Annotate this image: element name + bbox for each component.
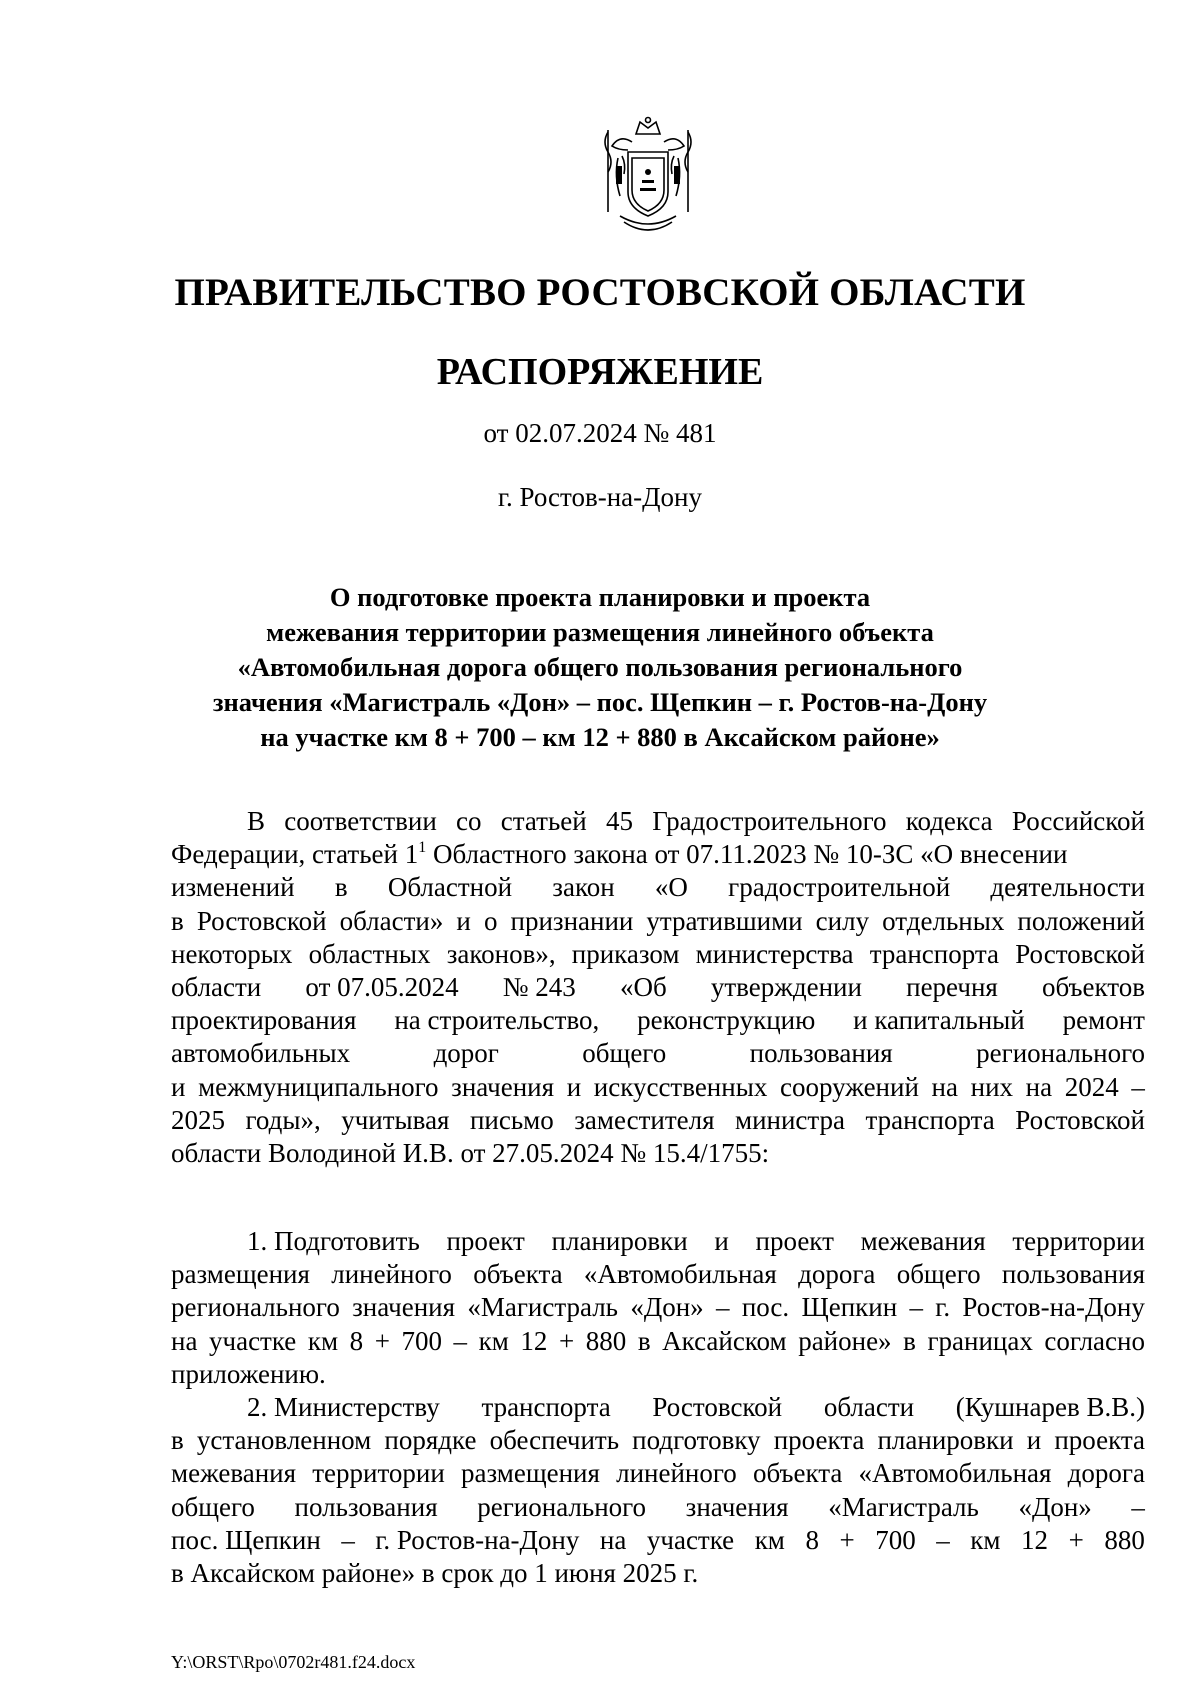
- word: 8: [349, 1325, 364, 1356]
- word: пос. Щепкин: [171, 1524, 321, 1555]
- item-1-line: приложению.: [171, 1358, 326, 1389]
- word: на: [1025, 1071, 1053, 1102]
- subject-line: значения «Магистраль «Дон» – пос. Щепкин – г. Ростов-на-Дону: [212, 687, 988, 717]
- word: –: [341, 1524, 355, 1555]
- word: реконструкцию: [637, 1005, 816, 1036]
- word: межевания: [171, 1458, 297, 1489]
- word: в: [171, 905, 184, 936]
- word: общего: [896, 1259, 981, 1290]
- word: 880: [1104, 1524, 1145, 1555]
- word: в: [637, 1325, 651, 1356]
- subject-line: межевания территории размещения линейного объекта: [266, 617, 934, 647]
- word: законов»,: [446, 938, 556, 969]
- word: –: [936, 1524, 950, 1555]
- word: и: [456, 905, 471, 936]
- word: регионального: [976, 1038, 1145, 1069]
- word: и: [566, 1071, 582, 1102]
- word: министра: [734, 1104, 846, 1135]
- word: от 07.05.2024: [305, 972, 459, 1003]
- text-line: [171, 905, 1145, 938]
- text-line: [171, 805, 1145, 838]
- word: Аксайском: [662, 1325, 787, 1356]
- text-fragment: Областного закона от 07.11.2023 № 10-ЗС «О внесении: [426, 839, 1068, 870]
- word: –: [716, 1292, 730, 1323]
- text-fragment: Федерации, статьей 1: [171, 839, 419, 870]
- word: «Автомобильная: [583, 1259, 777, 1290]
- word: области: [171, 972, 262, 1003]
- word: 880: [585, 1325, 627, 1356]
- word: Ростов-на-Дону: [962, 1292, 1145, 1323]
- subject-line: «Автомобильная дорога общего пользования регионального: [237, 652, 963, 682]
- text-line: [171, 838, 1145, 871]
- word: 700: [875, 1524, 916, 1555]
- word: проект: [755, 1226, 834, 1256]
- city: г. Ростов-на-Дону: [497, 482, 702, 512]
- word: в: [334, 872, 348, 903]
- word: 8: [805, 1524, 819, 1555]
- word: регионального: [477, 1491, 647, 1522]
- word: районе»: [798, 1325, 892, 1356]
- word: значения: [451, 1071, 555, 1102]
- word: установленном: [196, 1425, 372, 1456]
- word: утверждении: [710, 972, 862, 1003]
- word: на: [171, 1325, 198, 1356]
- word: «Магистраль: [828, 1491, 979, 1522]
- word: автомобильных: [171, 1038, 351, 1069]
- word: регионального: [171, 1292, 340, 1323]
- word: со: [456, 806, 482, 836]
- word: на: [931, 1071, 958, 1102]
- word: планировки: [877, 1425, 1014, 1456]
- word: 700: [401, 1325, 442, 1356]
- word: согласно: [1044, 1325, 1145, 1356]
- word: силу: [815, 905, 870, 936]
- word: и капитальный: [853, 1005, 1025, 1036]
- word: территории: [312, 1458, 445, 1489]
- word: сооружений: [780, 1071, 919, 1102]
- word: «О: [654, 872, 688, 903]
- word: В: [247, 806, 266, 836]
- word: проекта: [773, 1425, 865, 1456]
- word: общего: [582, 1038, 667, 1069]
- text-line: [171, 871, 1145, 904]
- word: 12: [1021, 1524, 1049, 1555]
- word: «Дон»: [1018, 1491, 1092, 1522]
- word: объекта: [752, 1458, 843, 1489]
- word: 2. Министерству: [247, 1392, 440, 1423]
- word: (Кушнарев В.В.): [955, 1392, 1145, 1423]
- authority-title: ПРАВИТЕЛЬСТВО РОСТОВСКОЙ ОБЛАСТИ: [174, 271, 1026, 314]
- word: –: [909, 1292, 923, 1323]
- word: и: [1026, 1425, 1042, 1456]
- word: искусственных: [593, 1071, 768, 1102]
- word: значения: [352, 1292, 456, 1323]
- word: пользования: [1001, 1259, 1145, 1290]
- word: –: [1131, 1491, 1145, 1522]
- item-2-line: [171, 1491, 1145, 1524]
- word: отдельных: [882, 905, 1005, 936]
- text-line: [171, 1004, 1145, 1037]
- word: соответствии: [284, 806, 437, 836]
- text-line: области Володиной И.В. от 27.05.2024 № 15.4/1755:: [171, 1138, 770, 1169]
- word: значения: [685, 1491, 789, 1522]
- word: приказом: [571, 938, 680, 969]
- text-line: [171, 938, 1145, 971]
- word: участке: [646, 1524, 735, 1555]
- word: проектирования: [171, 1005, 357, 1036]
- word: дорога: [1067, 1458, 1145, 1489]
- word: дорога: [798, 1259, 876, 1290]
- word: признании: [510, 905, 634, 936]
- document-subject: [180, 580, 1020, 755]
- word: годы»,: [245, 1104, 321, 1135]
- word: межевания: [860, 1226, 986, 1256]
- word: планировки: [551, 1226, 688, 1256]
- word: границах: [927, 1325, 1033, 1356]
- word: деятельности: [990, 872, 1145, 903]
- word: территории: [1012, 1226, 1145, 1256]
- word: км: [970, 1524, 1001, 1555]
- word: пользования: [749, 1038, 893, 1069]
- word: –: [453, 1325, 468, 1356]
- word: Российской: [1011, 806, 1145, 836]
- word: порядке: [384, 1425, 477, 1456]
- word: г.: [935, 1292, 951, 1323]
- word: некоторых: [171, 938, 293, 969]
- rostov-oblast-coat-of-arms-icon: [598, 112, 698, 242]
- word: +: [1068, 1524, 1084, 1555]
- word: изменений: [171, 872, 295, 903]
- word: общего: [171, 1491, 255, 1522]
- word: областных: [308, 938, 431, 969]
- date-and-number: от 02.07.2024 № 481: [483, 418, 717, 448]
- word: учитывая: [341, 1104, 450, 1135]
- word: области: [823, 1392, 915, 1423]
- word: объектов: [1041, 972, 1145, 1003]
- word: Щепкин: [801, 1292, 898, 1323]
- item-2-line: [171, 1391, 1145, 1424]
- word: положений: [1017, 905, 1145, 936]
- word: на: [599, 1524, 627, 1555]
- item-1-line: [171, 1225, 1145, 1258]
- word: в: [903, 1325, 916, 1356]
- word: в: [171, 1425, 184, 1456]
- word: области»: [339, 905, 444, 936]
- word: 45: [605, 806, 633, 836]
- word: участке: [209, 1325, 297, 1356]
- word: № 243: [502, 972, 576, 1003]
- text-line: [171, 1071, 1145, 1104]
- word: км: [478, 1325, 509, 1356]
- word: «Магистраль: [467, 1292, 618, 1323]
- word: +: [374, 1325, 390, 1356]
- word: 2024: [1064, 1071, 1119, 1102]
- word: «Автомобильная: [858, 1458, 1052, 1489]
- word: пос.: [741, 1292, 790, 1323]
- item-1-line: [171, 1325, 1145, 1358]
- word: обеспечить: [489, 1425, 620, 1456]
- word: «Об: [619, 972, 667, 1003]
- word: 12: [520, 1325, 548, 1356]
- word: закон: [552, 872, 615, 903]
- text-line: [171, 1104, 1145, 1137]
- word: Ростовской: [196, 905, 327, 936]
- word: км: [307, 1325, 339, 1356]
- word: дорог: [433, 1038, 499, 1069]
- word: +: [558, 1325, 575, 1356]
- document-type: РАСПОРЯЖЕНИЕ: [436, 351, 764, 393]
- word: проект: [446, 1226, 525, 1256]
- word: Ростовской: [1015, 938, 1145, 969]
- word: линейного: [331, 1259, 452, 1290]
- word: Градостроительного: [652, 806, 887, 836]
- text-line: [171, 1037, 1145, 1070]
- item-1-line: [171, 1291, 1145, 1324]
- word: транспорта: [865, 1104, 995, 1135]
- word: «Дон»: [630, 1292, 704, 1323]
- word: межмуниципального: [198, 1071, 439, 1102]
- preamble-paragraph: [171, 805, 1145, 1170]
- word: о: [483, 905, 498, 936]
- resolution-items: [171, 1225, 1145, 1590]
- word: объекта: [473, 1259, 563, 1290]
- superscript: 1: [418, 839, 427, 857]
- word: письмо: [469, 1104, 554, 1135]
- word: линейного: [616, 1458, 737, 1489]
- word: утратившими: [646, 905, 803, 936]
- word: ремонт: [1062, 1005, 1145, 1036]
- word: г. Ростов-на-Дону: [375, 1524, 580, 1555]
- word: размещения: [461, 1458, 600, 1489]
- word: +: [839, 1524, 855, 1555]
- item-2-line: в Аксайском районе» в срок до 1 июня 2025 г.: [171, 1558, 699, 1589]
- word: на строительство,: [394, 1005, 600, 1036]
- subject-line: О подготовке проекта планировки и проекта: [329, 582, 871, 612]
- item-1-line: [171, 1258, 1145, 1291]
- word: км: [754, 1524, 785, 1555]
- word: градостроительной: [728, 872, 951, 903]
- subject-line: на участке км 8 + 700 – км 12 + 880 в Аксайском районе»: [260, 722, 940, 752]
- word: статьей: [500, 806, 587, 836]
- word: размещения: [171, 1259, 310, 1290]
- item-2-line: [171, 1457, 1145, 1490]
- text-line: [171, 971, 1145, 1004]
- word: перечня: [906, 972, 998, 1003]
- item-2-line: [171, 1524, 1145, 1557]
- item-2-line: [171, 1424, 1145, 1457]
- word: Областной: [387, 872, 513, 903]
- word: заместителя: [574, 1104, 715, 1135]
- word: –: [1131, 1071, 1145, 1102]
- word: и: [714, 1226, 729, 1256]
- word: транспорта: [481, 1392, 611, 1423]
- word: транспорта: [869, 938, 999, 969]
- word: подготовку: [632, 1425, 761, 1456]
- file-path-footer: Y:\ORST\Rpo\0702r481.f24.docx: [171, 1652, 416, 1672]
- word: пользования: [294, 1491, 438, 1522]
- word: 2025: [171, 1104, 225, 1135]
- word: Ростовской: [652, 1392, 783, 1423]
- word: и: [171, 1071, 186, 1102]
- word: министерства: [695, 938, 854, 969]
- word: проекта: [1054, 1425, 1145, 1456]
- word: Ростовской: [1015, 1104, 1145, 1135]
- word: кодекса: [905, 806, 993, 836]
- word: 1. Подготовить: [247, 1226, 420, 1256]
- word: них: [970, 1071, 1014, 1102]
